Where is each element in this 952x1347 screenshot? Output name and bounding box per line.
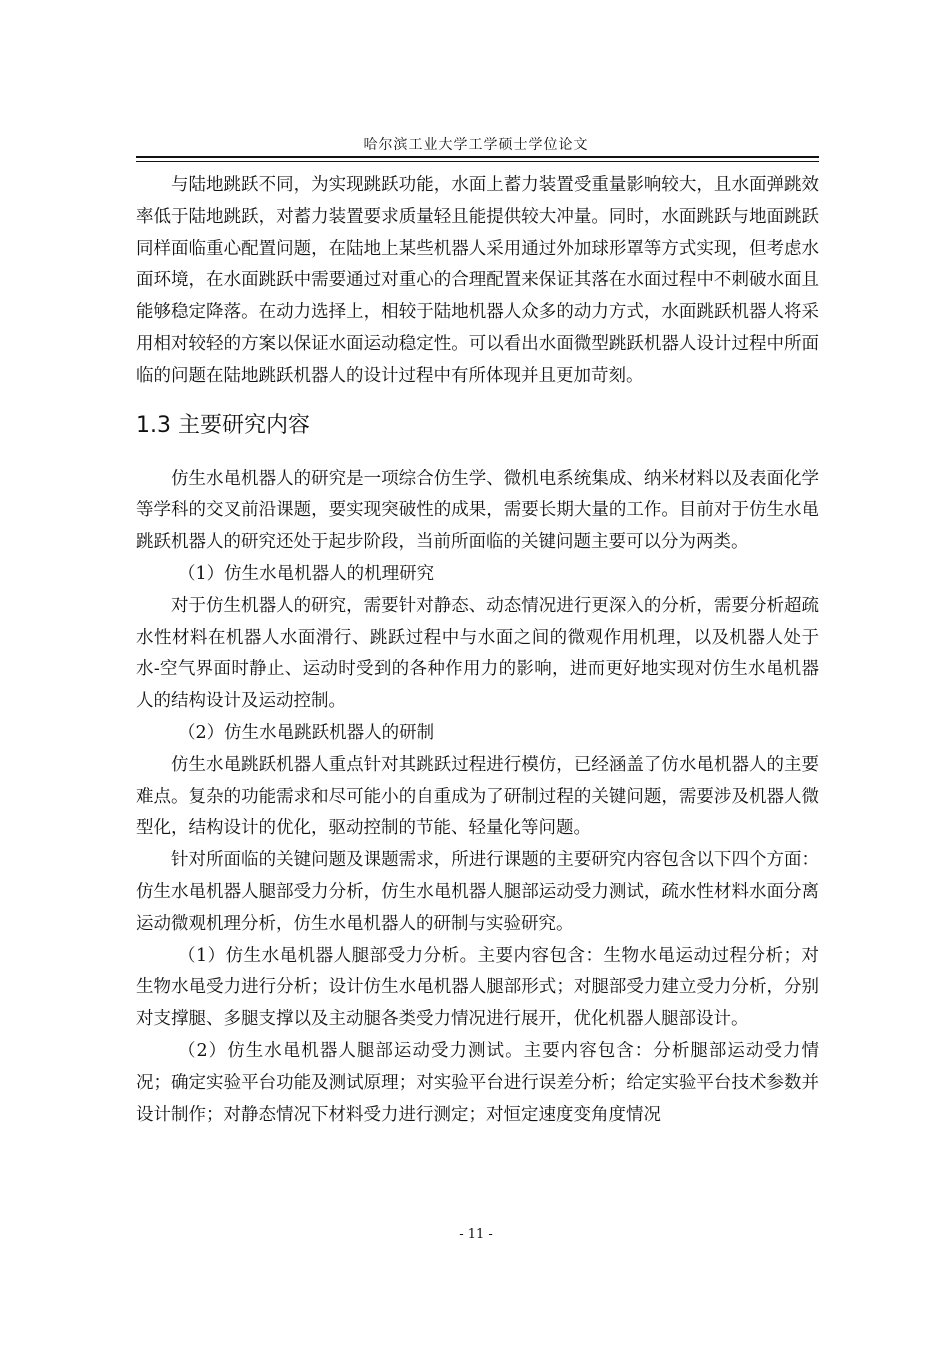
body-text xyxy=(136,170,819,1131)
paragraph: 与陆地跳跃不同，为实现跳跃功能，水面上蓄力装置受重量影响较大，且水面弹跳效率低于陆地跳跃，对蓄力装置要求质量轻且能提供较大冲量。同时，水面跳跃与地面跳跃同样面临重心配置问题，在陆地上某些机器人采用通过外加球形罩等方式实现，但考虑水面环境，在水面跳跃中需要通过对重心的合理配置来保证其落在水面过程中不刺破水面且能够稳定降落。在动力选择上，相较于陆地机器人众多的动力方式，水面跳跃机器人将采用相对较轻的方案以保证水面运动稳定性。可以看出水面微型跳跃机器人设计过程中所面临的问题在陆地跳跃机器人的设计过程中有所体现并且更加苛刻。 xyxy=(136,175,819,386)
list-item-heading: （2）仿生水黾跳跃机器人的研制 xyxy=(178,722,435,743)
paragraph: （2）仿生水黾机器人腿部运动受力测试。主要内容包含：分析腿部运动受力情况；确定实验平台功能及测试原理；对实验平台进行误差分析；给定实验平台技术参数并设计制作；对静态情况下材料受力进行测定；对恒定速度变角度情况 xyxy=(136,1040,819,1125)
page-number: - 11 - xyxy=(459,1227,493,1242)
header-rule-thin xyxy=(136,161,819,162)
paragraph: （1）仿生水黾机器人腿部受力分析。主要内容包含：生物水黾运动过程分析；对生物水黾受力进行分析；设计仿生水黾机器人腿部形式；对腿部受力建立受力分析，分别对支撑腿、多腿支撑以及主动腿各类受力情况进行展开，优化机器人腿部设计。 xyxy=(136,945,819,1030)
running-header: 哈尔滨工业大学工学硕士学位论文 xyxy=(363,137,589,153)
paragraph: 仿生水黾跳跃机器人重点针对其跳跃过程进行模仿，已经涵盖了仿水黾机器人的主要难点。复杂的功能需求和尽可能小的自重成为了研制过程的关键问题，需要涉及机器人微型化，结构设计的优化，驱动控制的节能、轻量化等问题。 xyxy=(136,754,819,839)
paragraph: 针对所面临的关键问题及课题需求，所进行课题的主要研究内容包含以下四个方面：仿生水黾机器人腿部受力分析，仿生水黾机器人腿部运动受力测试，疏水性材料水面分离运动微观机理分析，仿生水黾机器人的研制与实验研究。 xyxy=(136,850,819,934)
header-rule-thick xyxy=(136,156,819,158)
paragraph: 仿生水黾机器人的研究是一项综合仿生学、微机电系统集成、纳米材料以及表面化学等学科的交叉前沿课题，要实现突破性的成果，需要长期大量的工作。目前对于仿生水黾跳跃机器人的研究还处于起步阶段，当前所面临的关键问题主要可以分为两类。 xyxy=(136,468,819,553)
section-heading: 1.3 主要研究内容 xyxy=(136,412,310,438)
paragraph: 对于仿生机器人的研究，需要针对静态、动态情况进行更深入的分析，需要分析超疏水性材料在机器人水面滑行、跳跃过程中与水面之间的微观作用机理，以及机器人处于水-空气界面时静止、运动时受到的各种作用力的影响，进而更好地实现对仿生水黾机器人的结构设计及运动控制。 xyxy=(136,595,819,712)
list-item-heading: （1）仿生水黾机器人的机理研究 xyxy=(178,563,435,584)
